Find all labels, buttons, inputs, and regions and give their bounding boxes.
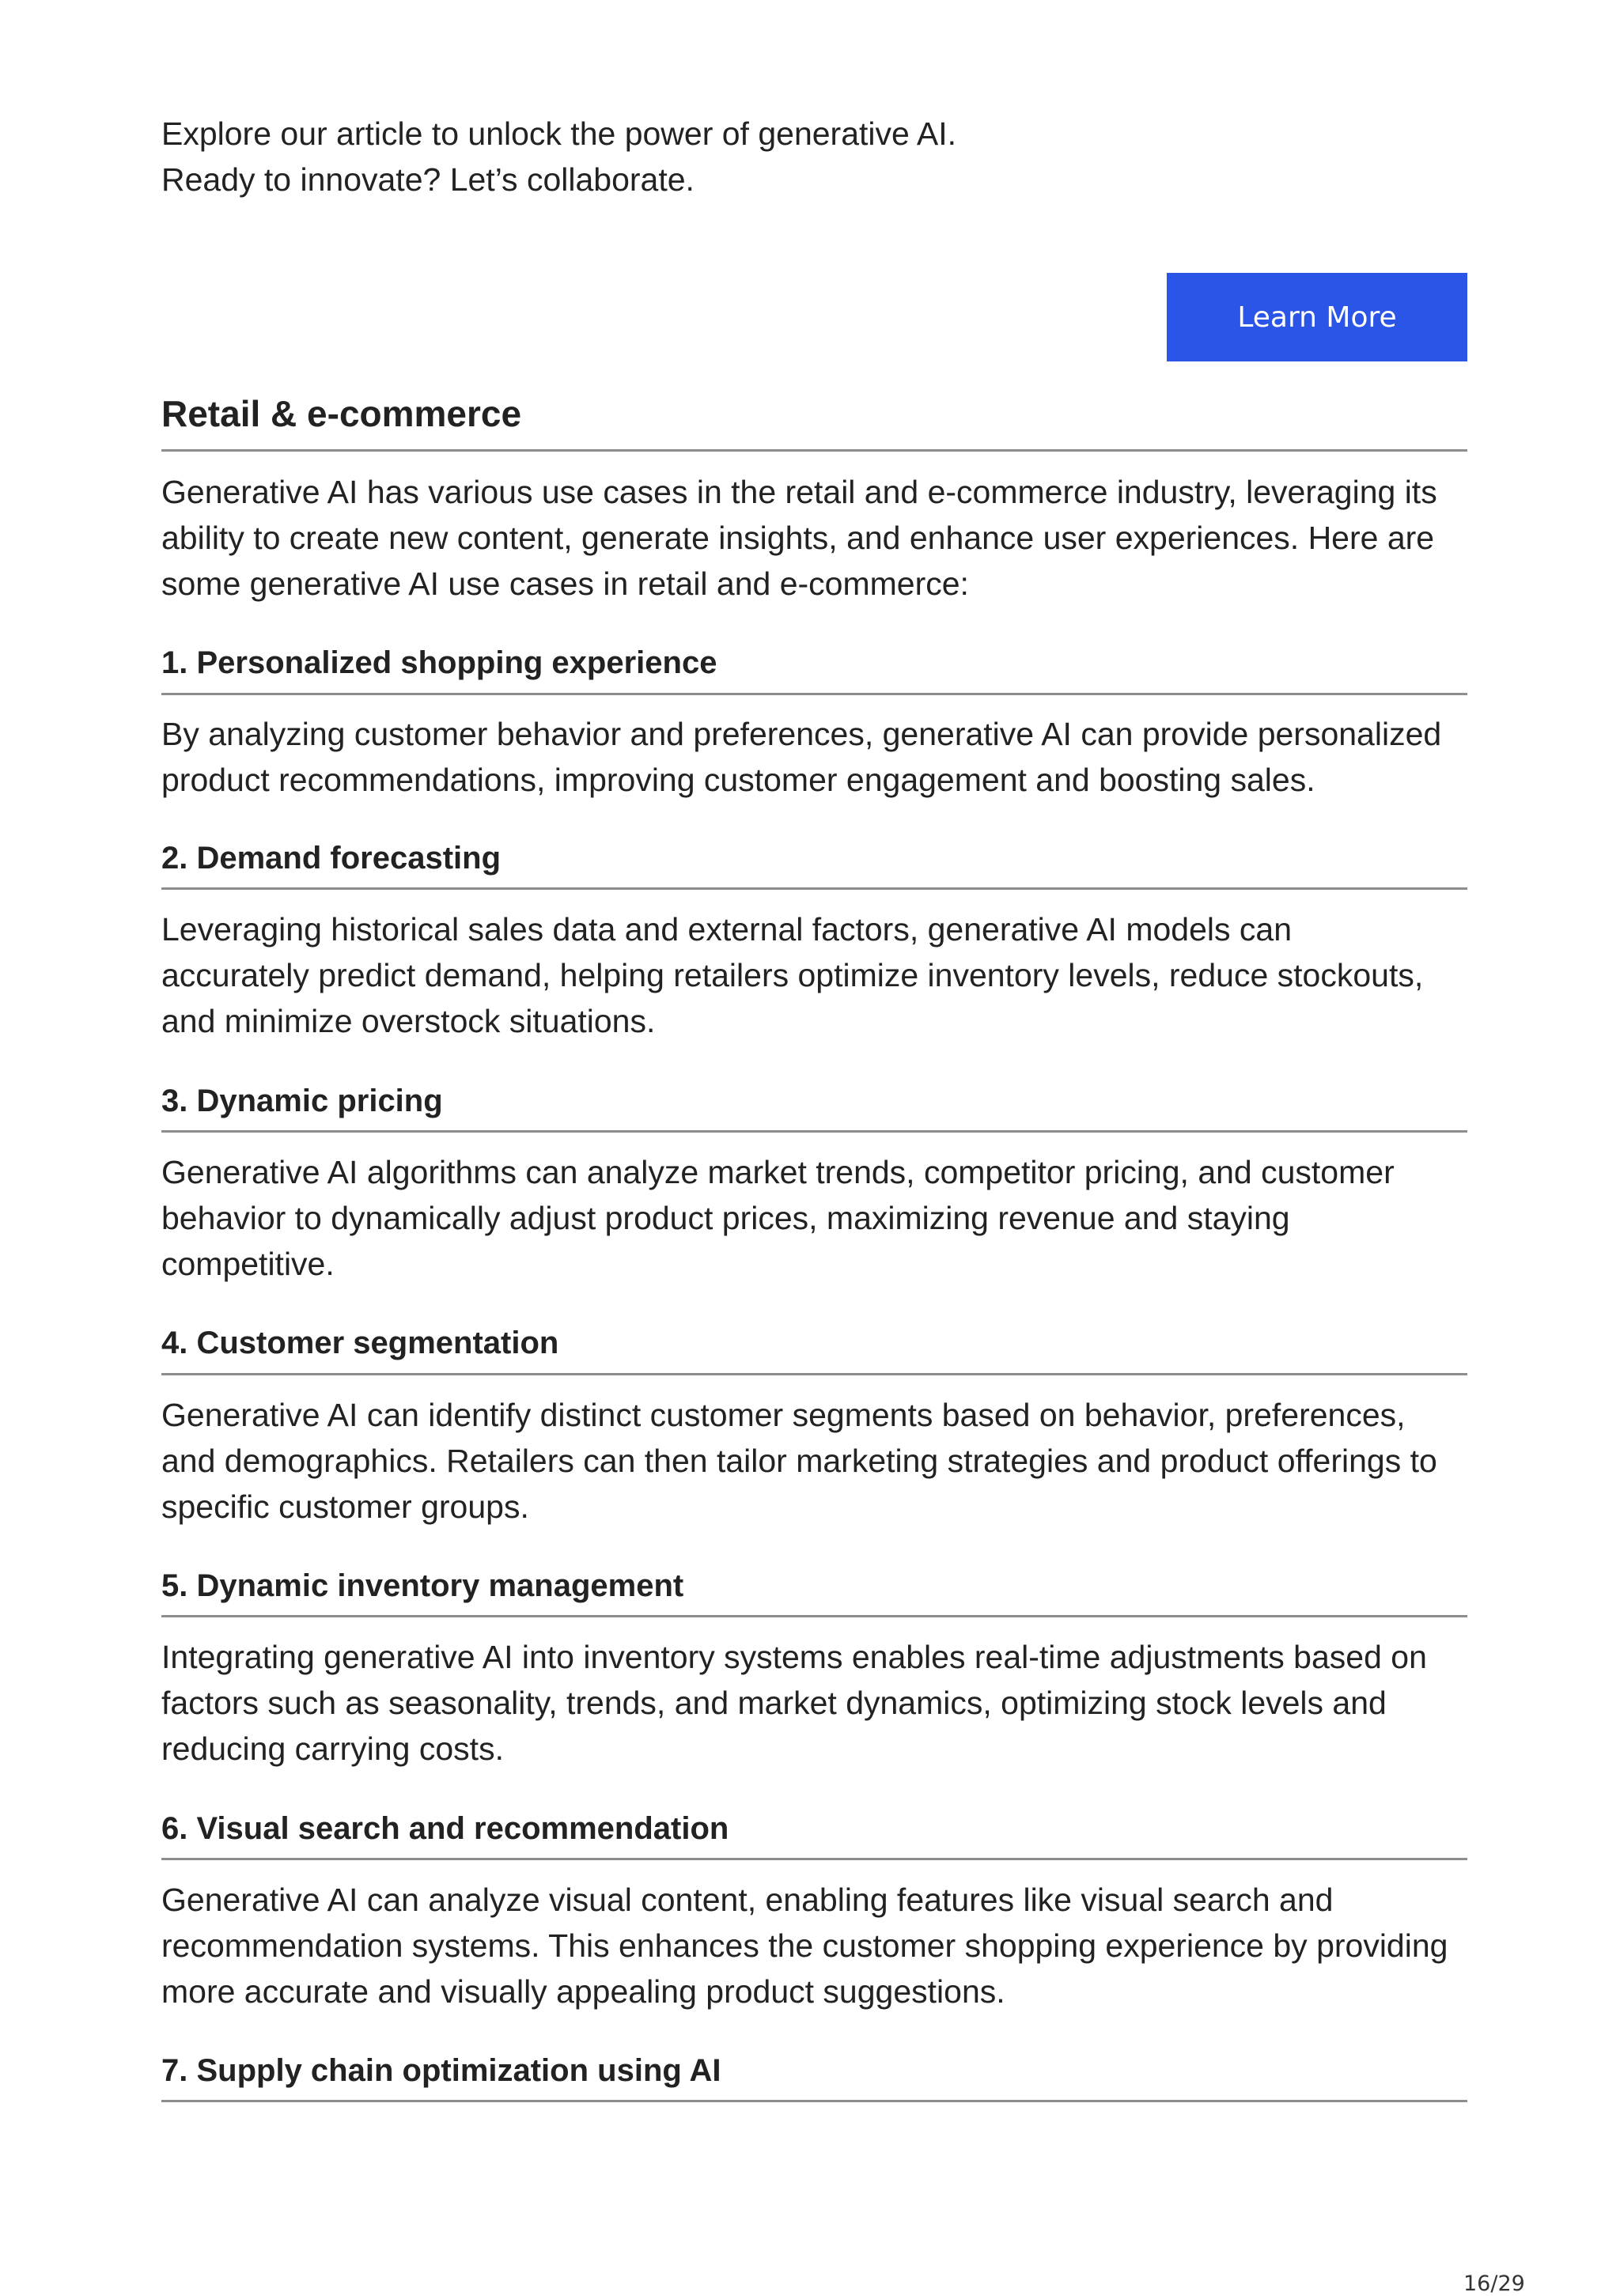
paragraph-line: factors such as seasonality, trends, and market dynamics, optimizing stock levels and: [161, 1685, 1387, 1721]
item-heading: 2. Demand forecasting: [161, 841, 502, 876]
item-paragraph: [161, 1634, 1474, 1772]
item-heading: 6. Visual search and recommendation: [161, 1811, 729, 1846]
item-divider: [161, 2100, 1467, 2102]
paragraph-line: recommendation systems. This enhances the customer shopping experience by providing: [161, 1927, 1448, 1964]
item-heading: 7. Supply chain optimization using AI: [161, 2053, 721, 2088]
item-divider: [161, 887, 1467, 890]
paragraph-line: specific customer groups.: [161, 1488, 529, 1525]
paragraph-line: some generative AI use cases in retail and e-commerce:: [161, 565, 969, 602]
item-paragraph: [161, 1392, 1474, 1530]
paragraph-line: ability to create new content, generate insights, and enhance user experiences. Here are: [161, 520, 1435, 556]
item-heading: 5. Dynamic inventory management: [161, 1568, 684, 1603]
paragraph-line: Generative AI algorithms can analyze market trends, competitor pricing, and customer: [161, 1154, 1395, 1190]
paragraph-line: behavior to dynamically adjust product prices, maximizing revenue and staying: [161, 1200, 1290, 1236]
item-divider: [161, 1615, 1467, 1617]
item-heading: 1. Personalized shopping experience: [161, 645, 717, 680]
paragraph-line: more accurate and visually appealing product suggestions.: [161, 1973, 1005, 2010]
paragraph-line: accurately predict demand, helping retailers optimize inventory levels, reduce stockouts,: [161, 957, 1424, 993]
page-number: 16/29: [1463, 2271, 1525, 2296]
item-heading: 3. Dynamic pricing: [161, 1084, 443, 1118]
learn-more-button[interactable]: Learn More: [1167, 273, 1467, 361]
section-divider: [161, 449, 1467, 452]
paragraph-line: and demographics. Retailers can then tailor marketing strategies and product offerings to: [161, 1443, 1437, 1479]
paragraph-line: Leveraging historical sales data and external factors, generative AI models can: [161, 911, 1292, 948]
paragraph-line: and minimize overstock situations.: [161, 1003, 656, 1039]
intro-text-line: Explore our article to unlock the power of generative AI.: [161, 115, 957, 152]
item-divider: [161, 1373, 1467, 1375]
section-title: Retail & e-commerce: [161, 393, 522, 434]
item-heading: 4. Customer segmentation: [161, 1326, 559, 1360]
paragraph-line: Generative AI has various use cases in the retail and e-commerce industry, leveraging its: [161, 474, 1437, 510]
intro-block: [161, 111, 1467, 202]
paragraph-line: product recommendations, improving customer engagement and boosting sales.: [161, 762, 1315, 798]
paragraph-line: Generative AI can identify distinct customer segments based on behavior, preferences,: [161, 1397, 1406, 1433]
intro-text-line: Ready to innovate? Let’s collaborate.: [161, 161, 695, 198]
item-paragraph: [161, 1149, 1474, 1287]
item-paragraph: [161, 1877, 1474, 2014]
paragraph-line: competitive.: [161, 1246, 335, 1282]
item-divider: [161, 1130, 1467, 1133]
paragraph-line: By analyzing customer behavior and preferences, generative AI can provide personalized: [161, 716, 1442, 752]
section-intro-paragraph: [161, 469, 1474, 607]
item-divider: [161, 1858, 1467, 1860]
item-divider: [161, 693, 1467, 695]
paragraph-line: Generative AI can analyze visual content, enabling features like visual search and: [161, 1882, 1334, 1918]
paragraph-line: reducing carrying costs.: [161, 1731, 504, 1767]
item-paragraph: [161, 906, 1474, 1044]
item-paragraph: [161, 711, 1474, 803]
paragraph-line: Integrating generative AI into inventory systems enables real-time adjustments based on: [161, 1639, 1427, 1675]
